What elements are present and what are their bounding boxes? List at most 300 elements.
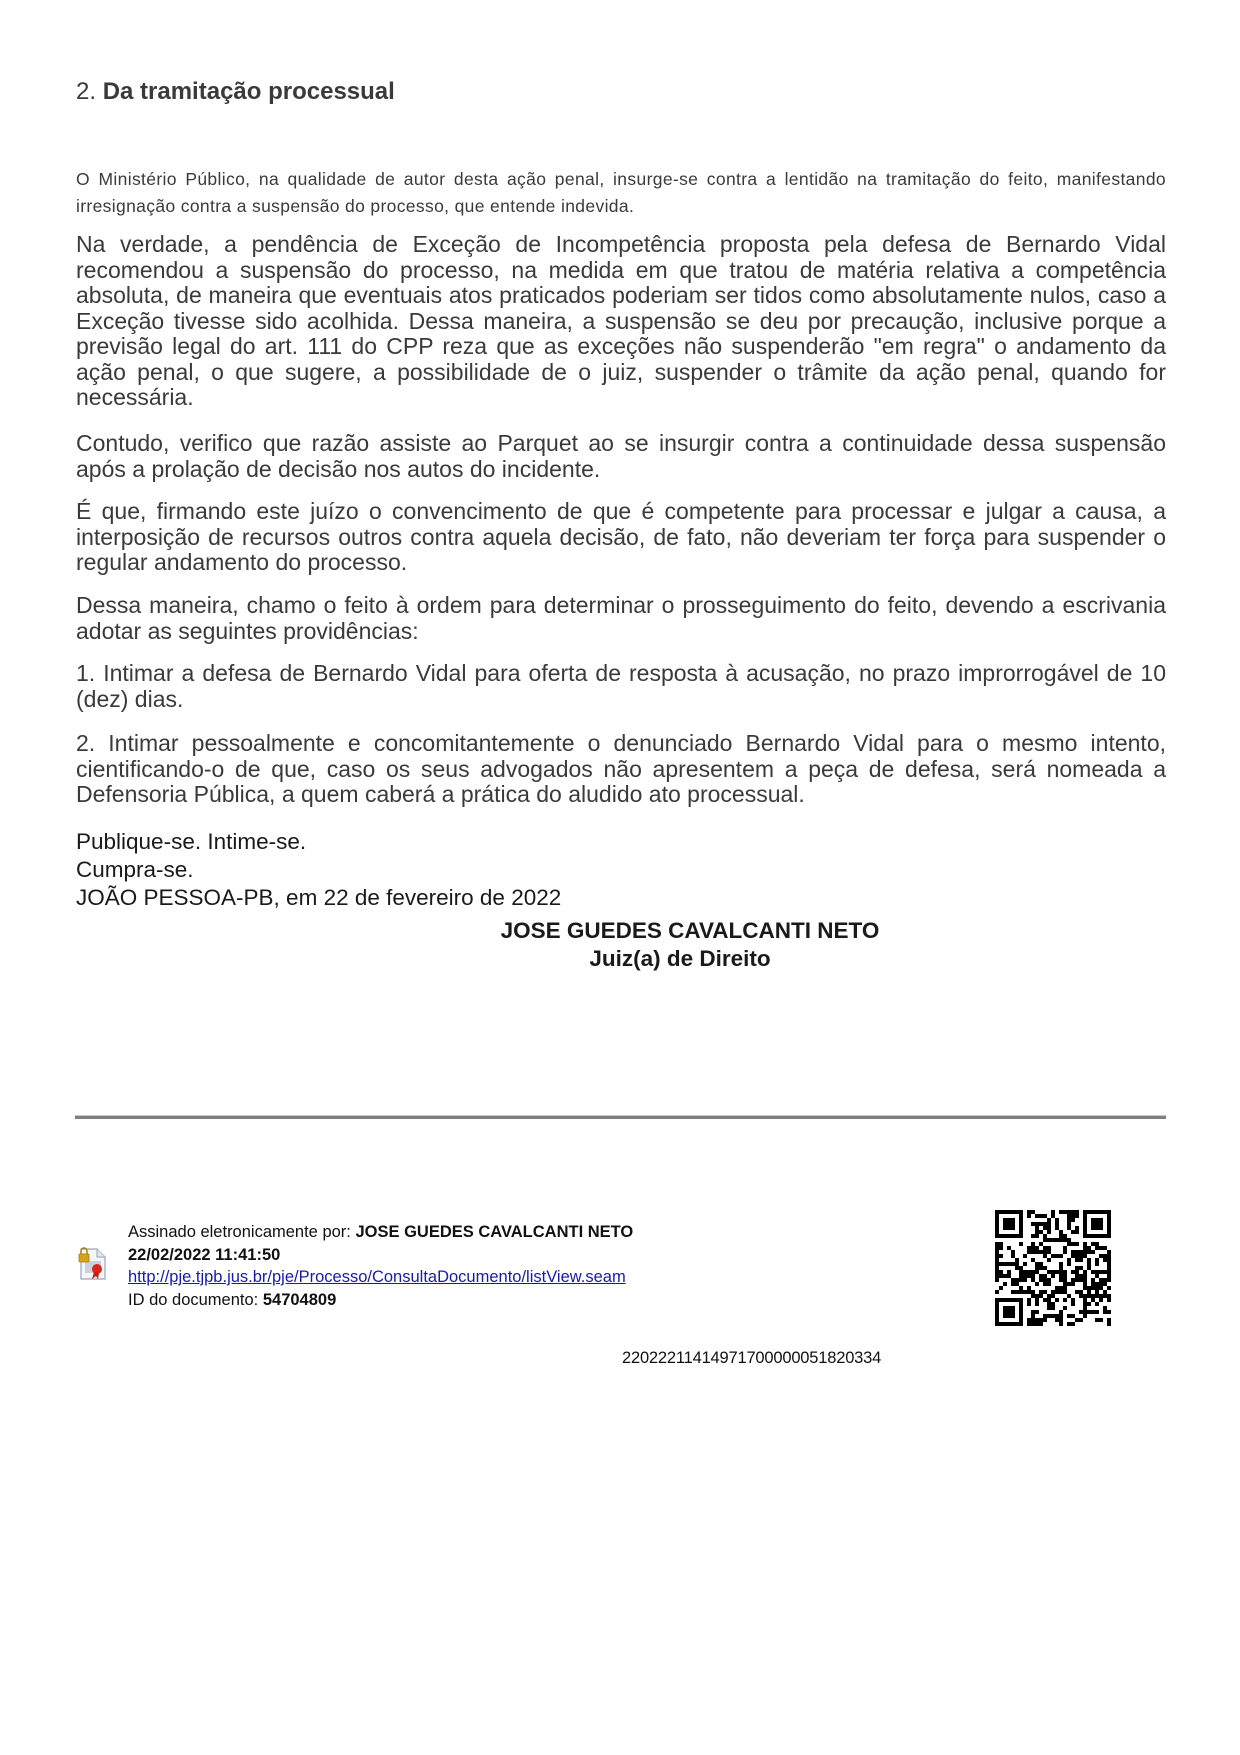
qr-module xyxy=(1083,1302,1087,1306)
section-title: Da tramitação processual xyxy=(102,78,395,105)
qr-module xyxy=(1063,1290,1067,1294)
qr-module xyxy=(1043,1226,1047,1230)
qr-module xyxy=(1051,1210,1055,1214)
qr-module xyxy=(995,1214,999,1218)
qr-module xyxy=(1059,1286,1063,1290)
qr-module xyxy=(1043,1298,1047,1302)
qr-module xyxy=(1083,1222,1087,1226)
qr-module xyxy=(1003,1314,1007,1318)
qr-module xyxy=(1107,1322,1111,1326)
qr-module xyxy=(1075,1230,1079,1234)
qr-module xyxy=(1023,1262,1027,1266)
qr-module xyxy=(1047,1246,1051,1250)
qr-module xyxy=(1099,1282,1103,1286)
qr-module xyxy=(1079,1274,1083,1278)
qr-module xyxy=(1095,1258,1099,1262)
qr-module xyxy=(1095,1242,1099,1246)
qr-module xyxy=(1063,1270,1067,1274)
qr-module xyxy=(1099,1210,1103,1214)
qr-module xyxy=(1007,1322,1011,1326)
qr-module xyxy=(1031,1274,1035,1278)
qr-module xyxy=(1027,1274,1031,1278)
qr-module xyxy=(1011,1250,1015,1254)
qr-module xyxy=(1071,1230,1075,1234)
qr-module xyxy=(1059,1274,1063,1278)
qr-module xyxy=(1019,1270,1023,1274)
qr-module xyxy=(1011,1310,1015,1314)
qr-module xyxy=(1031,1222,1035,1226)
qr-module xyxy=(1087,1250,1091,1254)
qr-module xyxy=(1051,1290,1055,1294)
qr-module xyxy=(1047,1278,1051,1282)
qr-module xyxy=(1107,1258,1111,1262)
qr-module xyxy=(1011,1278,1015,1282)
qr-module xyxy=(1043,1250,1047,1254)
signed-by-line xyxy=(128,1221,633,1244)
qr-module xyxy=(1079,1254,1083,1258)
qr-module xyxy=(1091,1294,1095,1298)
qr-module xyxy=(1035,1246,1039,1250)
qr-module xyxy=(1043,1246,1047,1250)
qr-module xyxy=(1039,1230,1043,1234)
qr-module xyxy=(1103,1270,1107,1274)
qr-module xyxy=(1087,1290,1091,1294)
qr-module xyxy=(1095,1218,1099,1222)
qr-module xyxy=(1023,1270,1027,1274)
qr-module xyxy=(1043,1234,1047,1238)
qr-module xyxy=(1075,1226,1079,1230)
qr-module xyxy=(1051,1306,1055,1310)
qr-module xyxy=(1067,1226,1071,1230)
qr-module xyxy=(1083,1282,1087,1286)
qr-module xyxy=(1071,1314,1075,1318)
qr-module xyxy=(1051,1270,1055,1274)
qr-module xyxy=(1107,1254,1111,1258)
qr-module xyxy=(1087,1266,1091,1270)
closing-comply: Cumpra-se. xyxy=(76,857,194,882)
qr-module xyxy=(995,1314,999,1318)
qr-module xyxy=(1063,1234,1067,1238)
paragraph-exception: Na verdade, a pendência de Exceção de Incompetência proposta pela defesa de Bernardo Vidal recomendou a suspensão do processo, na medida em que tratou de matéria relativa a competência absoluta, de maneira que eventuais atos praticados poderiam ser tidos como absolutamente nulos, caso a Exceção tivesse sido acolhida. Dessa maneira, a suspensão se deu por precaução, inclusive porque a previsão legal do art. 111 do CPP reza que as exceções não suspenderão "em regra" o andamento da ação penal, o que sugere, a possibilidade de o juiz, suspender o trâmite da ação penal, quando for necessária. xyxy=(76,231,1166,410)
qr-module xyxy=(1087,1310,1091,1314)
qr-module xyxy=(1035,1302,1039,1306)
qr-module xyxy=(995,1230,999,1234)
qr-module xyxy=(1015,1266,1019,1270)
qr-module xyxy=(1055,1298,1059,1302)
qr-module xyxy=(1091,1282,1095,1286)
qr-module xyxy=(1067,1262,1071,1266)
qr-module xyxy=(1099,1218,1103,1222)
qr-module xyxy=(1079,1318,1083,1322)
qr-module xyxy=(1011,1262,1015,1266)
qr-module xyxy=(1031,1318,1035,1322)
qr-module xyxy=(1063,1238,1067,1242)
qr-code-icon xyxy=(995,1210,1111,1326)
qr-module xyxy=(1011,1290,1015,1294)
qr-module xyxy=(1059,1290,1063,1294)
qr-module xyxy=(1103,1210,1107,1214)
qr-module xyxy=(1035,1222,1039,1226)
qr-module xyxy=(1103,1282,1107,1286)
qr-module xyxy=(1087,1262,1091,1266)
qr-module xyxy=(1091,1222,1095,1226)
qr-module xyxy=(995,1258,999,1262)
qr-module xyxy=(1103,1290,1107,1294)
signatory-role-block xyxy=(0,946,1240,972)
qr-module xyxy=(1095,1310,1099,1314)
qr-module xyxy=(1059,1310,1063,1314)
qr-module xyxy=(1099,1298,1103,1302)
qr-module xyxy=(1083,1270,1087,1274)
place-and-date: JOÃO PESSOA-PB, em 22 de fevereiro de 2022 xyxy=(76,885,562,910)
qr-module xyxy=(1083,1230,1087,1234)
qr-module xyxy=(1011,1234,1015,1238)
document-id-value: 54704809 xyxy=(262,1290,337,1309)
qr-module xyxy=(1047,1258,1051,1262)
qr-module xyxy=(1027,1250,1031,1254)
qr-module xyxy=(1007,1234,1011,1238)
qr-module xyxy=(1075,1254,1079,1258)
qr-module xyxy=(1003,1210,1007,1214)
qr-module xyxy=(1031,1314,1035,1318)
qr-module xyxy=(1031,1242,1035,1246)
paragraph-competence: É que, firmando este juízo o convencimento de que é competente para processar e julgar a causa, a interposição de recursos outros contra aquela decisão, de fato, não deveriam ter força para suspender o regular andamento do processo. xyxy=(76,498,1166,575)
qr-module xyxy=(1043,1282,1047,1286)
qr-module xyxy=(1023,1278,1027,1282)
qr-module xyxy=(1031,1294,1035,1298)
qr-module xyxy=(1059,1266,1063,1270)
qr-module xyxy=(1031,1250,1035,1254)
qr-module xyxy=(1011,1218,1015,1222)
qr-module xyxy=(1019,1310,1023,1314)
qr-module xyxy=(1063,1286,1067,1290)
qr-module xyxy=(1039,1262,1043,1266)
qr-module xyxy=(995,1318,999,1322)
qr-module xyxy=(1083,1218,1087,1222)
qr-module xyxy=(1083,1310,1087,1314)
qr-module xyxy=(1071,1250,1075,1254)
qr-module xyxy=(1007,1218,1011,1222)
qr-module xyxy=(1007,1270,1011,1274)
qr-module xyxy=(1095,1302,1099,1306)
qr-module xyxy=(1047,1250,1051,1254)
qr-module xyxy=(1007,1298,1011,1302)
qr-module xyxy=(1075,1274,1079,1278)
qr-module xyxy=(1107,1210,1111,1214)
qr-module xyxy=(1103,1234,1107,1238)
qr-module xyxy=(1067,1210,1071,1214)
qr-module xyxy=(995,1222,999,1226)
qr-module xyxy=(1011,1222,1015,1226)
qr-module xyxy=(1083,1226,1087,1230)
qr-module xyxy=(1035,1318,1039,1322)
qr-module xyxy=(1035,1234,1039,1238)
qr-module xyxy=(1035,1322,1039,1326)
qr-module xyxy=(1107,1270,1111,1274)
qr-module xyxy=(1059,1322,1063,1326)
qr-module xyxy=(1099,1222,1103,1226)
qr-module xyxy=(1075,1290,1079,1294)
qr-module xyxy=(1019,1318,1023,1322)
qr-module xyxy=(1107,1218,1111,1222)
qr-module xyxy=(1003,1226,1007,1230)
qr-module xyxy=(995,1226,999,1230)
qr-module xyxy=(995,1298,999,1302)
qr-module xyxy=(995,1246,999,1250)
qr-module xyxy=(1031,1310,1035,1314)
qr-module xyxy=(1063,1282,1067,1286)
signed-by-label: Assinado eletronicamente por: xyxy=(128,1223,351,1241)
qr-module xyxy=(1039,1318,1043,1322)
qr-module xyxy=(1063,1306,1067,1310)
document-id-line xyxy=(128,1289,633,1312)
qr-module xyxy=(1087,1210,1091,1214)
qr-module xyxy=(1091,1226,1095,1230)
qr-module xyxy=(1075,1214,1079,1218)
qr-module xyxy=(1063,1246,1067,1250)
qr-module xyxy=(1007,1246,1011,1250)
qr-module xyxy=(999,1234,1003,1238)
qr-module xyxy=(1067,1322,1071,1326)
qr-module xyxy=(1083,1278,1087,1282)
qr-module xyxy=(995,1274,999,1278)
qr-module xyxy=(999,1246,1003,1250)
qr-module xyxy=(1007,1274,1011,1278)
qr-module xyxy=(1011,1282,1015,1286)
qr-module xyxy=(1043,1214,1047,1218)
qr-module xyxy=(1059,1254,1063,1258)
qr-module xyxy=(1067,1314,1071,1318)
qr-module xyxy=(995,1302,999,1306)
qr-module xyxy=(1071,1242,1075,1246)
paragraph-parquet: Contudo, verifico que razão assiste ao Parquet ao se insurgir contra a continuidade dessa suspensão após a prolação de decisão nos autos do incidente. xyxy=(76,430,1166,482)
barcode-number: 22022211414971700000051820334 xyxy=(622,1349,882,1367)
qr-module xyxy=(995,1322,999,1326)
qr-module xyxy=(1019,1210,1023,1214)
qr-module xyxy=(1059,1314,1063,1318)
qr-module xyxy=(1095,1262,1099,1266)
qr-module xyxy=(1079,1258,1083,1262)
qr-module xyxy=(1083,1274,1087,1278)
qr-module xyxy=(1007,1306,1011,1310)
qr-module xyxy=(1039,1266,1043,1270)
qr-module xyxy=(1083,1210,1087,1214)
qr-module xyxy=(1047,1226,1051,1230)
qr-module xyxy=(1047,1302,1051,1306)
qr-module xyxy=(1051,1238,1055,1242)
qr-module xyxy=(1015,1258,1019,1262)
provision-item-1: 1. Intimar a defesa de Bernardo Vidal para oferta de resposta à acusação, no prazo improrrogável de 10 (dez) dias. xyxy=(76,660,1166,712)
qr-module xyxy=(1051,1254,1055,1258)
qr-module xyxy=(1019,1266,1023,1270)
qr-module xyxy=(1071,1282,1075,1286)
qr-module xyxy=(1071,1218,1075,1222)
qr-module xyxy=(1051,1294,1055,1298)
qr-module xyxy=(1099,1226,1103,1230)
qr-module xyxy=(1055,1254,1059,1258)
document-id-label: ID do documento: xyxy=(128,1290,259,1309)
closing-block xyxy=(76,828,561,912)
qr-module xyxy=(1095,1294,1099,1298)
qr-module xyxy=(1071,1254,1075,1258)
qr-module xyxy=(1095,1286,1099,1290)
qr-module xyxy=(1091,1278,1095,1282)
qr-module xyxy=(1047,1282,1051,1286)
qr-module xyxy=(1071,1278,1075,1282)
qr-module xyxy=(1011,1298,1015,1302)
qr-module xyxy=(995,1254,999,1258)
qr-module xyxy=(1075,1242,1079,1246)
qr-module xyxy=(1007,1210,1011,1214)
qr-module xyxy=(1047,1222,1051,1226)
qr-module xyxy=(1067,1242,1071,1246)
qr-module xyxy=(1091,1310,1095,1314)
qr-module xyxy=(1071,1270,1075,1274)
signatory-name: JOSE GUEDES CAVALCANTI NETO xyxy=(500,918,880,943)
qr-module xyxy=(1043,1318,1047,1322)
qr-module xyxy=(1051,1302,1055,1306)
qr-module xyxy=(1099,1234,1103,1238)
qr-module xyxy=(1099,1254,1103,1258)
qr-module xyxy=(1011,1306,1015,1310)
qr-module xyxy=(1003,1262,1007,1266)
qr-module xyxy=(999,1298,1003,1302)
qr-module xyxy=(1039,1222,1043,1226)
qr-module xyxy=(1011,1210,1015,1214)
qr-module xyxy=(1083,1294,1087,1298)
qr-module xyxy=(1027,1318,1031,1322)
qr-module xyxy=(1039,1274,1043,1278)
qr-module xyxy=(1015,1210,1019,1214)
qr-module xyxy=(999,1242,1003,1246)
qr-module xyxy=(1107,1286,1111,1290)
qr-module xyxy=(1039,1322,1043,1326)
qr-module xyxy=(1099,1270,1103,1274)
qr-module xyxy=(1083,1286,1087,1290)
qr-module xyxy=(1027,1298,1031,1302)
qr-module xyxy=(1095,1246,1099,1250)
qr-module xyxy=(1011,1254,1015,1258)
qr-module xyxy=(1015,1322,1019,1326)
qr-module xyxy=(1095,1226,1099,1230)
paragraph-order: Dessa maneira, chamo o feito à ordem para determinar o prosseguimento do feito, devendo a escrivania adotar as seguintes providências: xyxy=(76,592,1166,644)
qr-module xyxy=(1107,1234,1111,1238)
qr-module xyxy=(1047,1298,1051,1302)
qr-module xyxy=(1027,1322,1031,1326)
qr-module xyxy=(1075,1210,1079,1214)
qr-module xyxy=(1059,1234,1063,1238)
qr-module xyxy=(1075,1258,1079,1262)
qr-module xyxy=(999,1210,1003,1214)
qr-module xyxy=(1039,1278,1043,1282)
qr-module xyxy=(1015,1278,1019,1282)
qr-module xyxy=(1035,1226,1039,1230)
qr-module xyxy=(1035,1294,1039,1298)
qr-module xyxy=(995,1306,999,1310)
qr-module xyxy=(1035,1282,1039,1286)
qr-module xyxy=(1019,1314,1023,1318)
qr-module xyxy=(1095,1318,1099,1322)
qr-module xyxy=(1079,1294,1083,1298)
qr-module xyxy=(1083,1246,1087,1250)
qr-module xyxy=(1055,1314,1059,1318)
qr-module xyxy=(1039,1242,1043,1246)
qr-module xyxy=(1043,1238,1047,1242)
qr-module xyxy=(1107,1294,1111,1298)
qr-module xyxy=(1079,1310,1083,1314)
qr-module xyxy=(1027,1290,1031,1294)
qr-module xyxy=(1019,1302,1023,1306)
qr-module xyxy=(1055,1286,1059,1290)
qr-module xyxy=(999,1286,1003,1290)
qr-module xyxy=(1019,1222,1023,1226)
qr-module xyxy=(1003,1282,1007,1286)
qr-module xyxy=(1055,1318,1059,1322)
qr-module xyxy=(995,1270,999,1274)
qr-module xyxy=(1095,1222,1099,1226)
document-verification-link[interactable]: http://pje.tjpb.jus.br/pje/Processo/ConsultaDocumento/listView.seam xyxy=(128,1268,626,1286)
qr-module xyxy=(1047,1294,1051,1298)
qr-module xyxy=(1063,1250,1067,1254)
qr-module xyxy=(1047,1230,1051,1234)
qr-module xyxy=(1019,1286,1023,1290)
qr-module xyxy=(1039,1294,1043,1298)
qr-module xyxy=(1031,1210,1035,1214)
qr-module xyxy=(1099,1286,1103,1290)
qr-module xyxy=(1067,1238,1071,1242)
qr-module xyxy=(1107,1266,1111,1270)
qr-module xyxy=(1079,1290,1083,1294)
qr-module xyxy=(1059,1262,1063,1266)
qr-module xyxy=(1035,1262,1039,1266)
qr-module xyxy=(1099,1278,1103,1282)
qr-module xyxy=(1075,1318,1079,1322)
qr-module xyxy=(1099,1318,1103,1322)
qr-module xyxy=(995,1266,999,1270)
qr-module xyxy=(995,1250,999,1254)
qr-module xyxy=(1031,1322,1035,1326)
qr-module xyxy=(1003,1306,1007,1310)
qr-module xyxy=(1031,1290,1035,1294)
qr-module xyxy=(1091,1218,1095,1222)
qr-module xyxy=(1035,1266,1039,1270)
qr-module xyxy=(1023,1254,1027,1258)
qr-module xyxy=(1095,1210,1099,1214)
qr-module xyxy=(1075,1266,1079,1270)
qr-module xyxy=(1015,1290,1019,1294)
qr-module xyxy=(995,1234,999,1238)
qr-module xyxy=(1091,1270,1095,1274)
qr-module xyxy=(1103,1258,1107,1262)
qr-module xyxy=(1019,1226,1023,1230)
qr-module xyxy=(1027,1302,1031,1306)
qr-module xyxy=(1095,1290,1099,1294)
qr-module xyxy=(1043,1278,1047,1282)
qr-module xyxy=(1047,1238,1051,1242)
qr-module xyxy=(1035,1230,1039,1234)
qr-module xyxy=(1047,1218,1051,1222)
qr-module xyxy=(1043,1274,1047,1278)
qr-module xyxy=(1107,1230,1111,1234)
qr-module xyxy=(1035,1270,1039,1274)
qr-module xyxy=(1019,1242,1023,1246)
qr-module xyxy=(1091,1298,1095,1302)
qr-module xyxy=(1031,1278,1035,1282)
qr-module xyxy=(1055,1226,1059,1230)
qr-module xyxy=(1007,1262,1011,1266)
qr-module xyxy=(1067,1218,1071,1222)
qr-module xyxy=(1035,1310,1039,1314)
